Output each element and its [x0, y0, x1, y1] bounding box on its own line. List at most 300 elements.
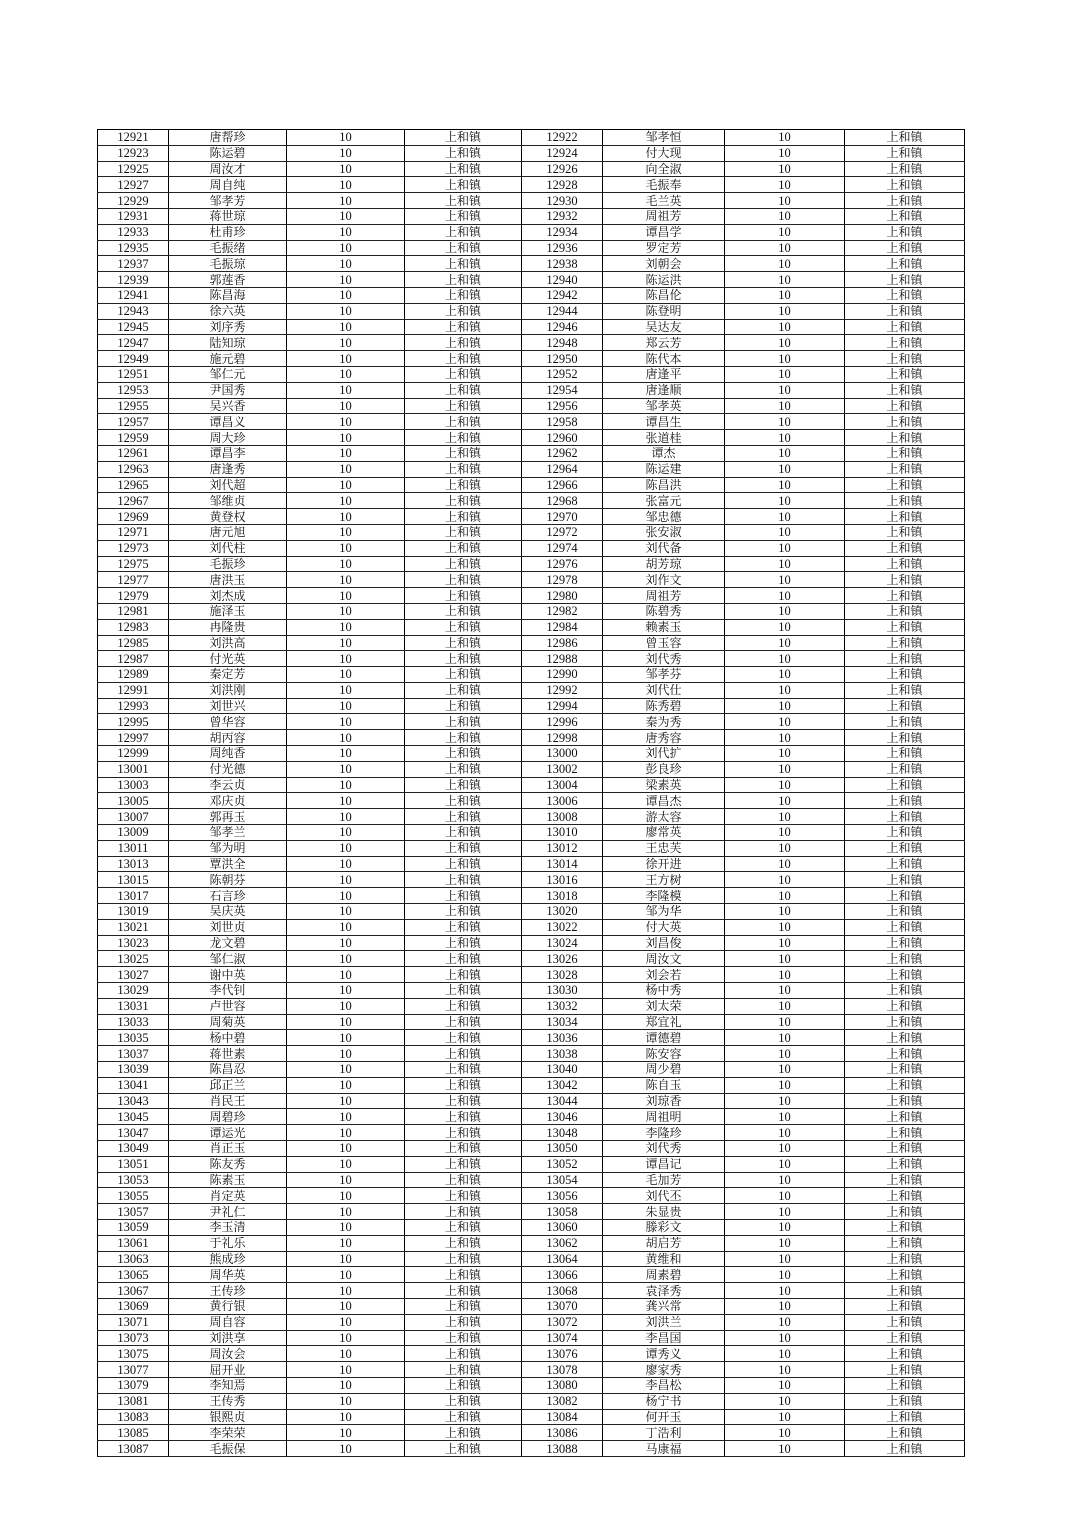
cell-town-right: 上和镇	[845, 1393, 965, 1409]
cell-id-right: 13002	[522, 761, 603, 777]
cell-id-left: 12969	[98, 509, 169, 525]
cell-town-left: 上和镇	[405, 1441, 522, 1457]
cell-name-left: 熊成珍	[169, 1251, 287, 1267]
cell-amount-right: 10	[725, 540, 845, 556]
cell-name-left: 杨中碧	[169, 1030, 287, 1046]
cell-town-left: 上和镇	[405, 1362, 522, 1378]
cell-amount-right: 10	[725, 1251, 845, 1267]
cell-amount-left: 10	[287, 1219, 405, 1235]
cell-town-right: 上和镇	[845, 761, 965, 777]
cell-id-left: 12989	[98, 667, 169, 683]
table-row	[98, 398, 965, 414]
cell-amount-right: 10	[725, 177, 845, 193]
cell-id-right: 13010	[522, 825, 603, 841]
cell-amount-right: 10	[725, 1204, 845, 1220]
cell-town-left: 上和镇	[405, 761, 522, 777]
table-row	[98, 983, 965, 999]
cell-id-left: 13079	[98, 1377, 169, 1393]
cell-town-right: 上和镇	[845, 825, 965, 841]
cell-name-left: 周碧珍	[169, 1109, 287, 1125]
cell-id-left: 12973	[98, 540, 169, 556]
cell-name-right: 谭昌杰	[603, 793, 725, 809]
cell-amount-left: 10	[287, 1346, 405, 1362]
cell-name-right: 廖常英	[603, 825, 725, 841]
cell-town-right: 上和镇	[845, 382, 965, 398]
cell-town-left: 上和镇	[405, 746, 522, 762]
cell-name-left: 陈运碧	[169, 145, 287, 161]
cell-amount-left: 10	[287, 1188, 405, 1204]
cell-amount-right: 10	[725, 967, 845, 983]
table-row	[98, 603, 965, 619]
cell-town-right: 上和镇	[845, 635, 965, 651]
cell-amount-right: 10	[725, 1362, 845, 1378]
cell-name-right: 周少碧	[603, 1062, 725, 1078]
cell-id-left: 13033	[98, 1014, 169, 1030]
cell-name-right: 袁泽秀	[603, 1283, 725, 1299]
cell-name-left: 蒋世素	[169, 1046, 287, 1062]
cell-town-left: 上和镇	[405, 698, 522, 714]
cell-amount-right: 10	[725, 1109, 845, 1125]
cell-town-right: 上和镇	[845, 619, 965, 635]
cell-amount-left: 10	[287, 303, 405, 319]
cell-town-right: 上和镇	[845, 983, 965, 999]
cell-town-right: 上和镇	[845, 1062, 965, 1078]
cell-name-left: 唐洪玉	[169, 572, 287, 588]
cell-id-left: 13057	[98, 1204, 169, 1220]
cell-name-right: 刘代秀	[603, 1141, 725, 1157]
table-row	[98, 287, 965, 303]
cell-id-right: 13022	[522, 919, 603, 935]
cell-amount-right: 10	[725, 919, 845, 935]
table-row	[98, 1377, 965, 1393]
cell-amount-left: 10	[287, 714, 405, 730]
cell-id-right: 13012	[522, 840, 603, 856]
cell-name-left: 李代钊	[169, 983, 287, 999]
cell-town-left: 上和镇	[405, 951, 522, 967]
cell-amount-left: 10	[287, 1014, 405, 1030]
cell-id-right: 12930	[522, 193, 603, 209]
cell-id-right: 13056	[522, 1188, 603, 1204]
cell-town-left: 上和镇	[405, 1046, 522, 1062]
cell-id-right: 12926	[522, 161, 603, 177]
cell-name-left: 龙文碧	[169, 935, 287, 951]
cell-name-left: 施元碧	[169, 351, 287, 367]
table-row	[98, 1204, 965, 1220]
cell-amount-left: 10	[287, 1109, 405, 1125]
cell-amount-left: 10	[287, 461, 405, 477]
cell-amount-right: 10	[725, 1093, 845, 1109]
cell-id-right: 13048	[522, 1125, 603, 1141]
cell-name-left: 周菊英	[169, 1014, 287, 1030]
cell-name-right: 徐开进	[603, 856, 725, 872]
cell-name-left: 蒋世琼	[169, 208, 287, 224]
cell-id-left: 13085	[98, 1425, 169, 1441]
cell-name-left: 毛振保	[169, 1441, 287, 1457]
cell-amount-right: 10	[725, 1425, 845, 1441]
cell-name-right: 唐逢顺	[603, 382, 725, 398]
cell-amount-right: 10	[725, 556, 845, 572]
cell-town-right: 上和镇	[845, 208, 965, 224]
table-row	[98, 1062, 965, 1078]
cell-amount-left: 10	[287, 904, 405, 920]
cell-id-left: 12997	[98, 730, 169, 746]
cell-id-right: 12970	[522, 509, 603, 525]
table-row	[98, 1125, 965, 1141]
cell-name-left: 刘洪享	[169, 1330, 287, 1346]
table-row	[98, 430, 965, 446]
cell-amount-right: 10	[725, 840, 845, 856]
cell-town-left: 上和镇	[405, 777, 522, 793]
cell-id-left: 12987	[98, 651, 169, 667]
table-row	[98, 382, 965, 398]
cell-name-left: 郭莲香	[169, 272, 287, 288]
table-row	[98, 319, 965, 335]
cell-town-right: 上和镇	[845, 1156, 965, 1172]
cell-amount-right: 10	[725, 761, 845, 777]
cell-town-left: 上和镇	[405, 1330, 522, 1346]
cell-name-right: 刘代仕	[603, 682, 725, 698]
cell-id-right: 12924	[522, 145, 603, 161]
cell-amount-right: 10	[725, 1172, 845, 1188]
cell-amount-right: 10	[725, 1267, 845, 1283]
table-row	[98, 1014, 965, 1030]
cell-id-left: 13063	[98, 1251, 169, 1267]
cell-name-right: 李昌国	[603, 1330, 725, 1346]
cell-amount-left: 10	[287, 825, 405, 841]
cell-id-right: 13016	[522, 872, 603, 888]
cell-amount-left: 10	[287, 635, 405, 651]
cell-name-right: 王忠芙	[603, 840, 725, 856]
cell-town-right: 上和镇	[845, 256, 965, 272]
cell-town-left: 上和镇	[405, 287, 522, 303]
cell-id-left: 12923	[98, 145, 169, 161]
cell-id-left: 13029	[98, 983, 169, 999]
cell-name-left: 邓庆贞	[169, 793, 287, 809]
table-row	[98, 793, 965, 809]
cell-town-left: 上和镇	[405, 1377, 522, 1393]
cell-name-right: 何开玉	[603, 1409, 725, 1425]
cell-town-left: 上和镇	[405, 682, 522, 698]
table-row	[98, 524, 965, 540]
cell-town-right: 上和镇	[845, 1141, 965, 1157]
cell-name-right: 陈碧秀	[603, 603, 725, 619]
cell-name-right: 周祖芳	[603, 588, 725, 604]
cell-id-right: 12932	[522, 208, 603, 224]
cell-name-left: 杜甫珍	[169, 224, 287, 240]
cell-name-left: 徐六英	[169, 303, 287, 319]
cell-town-right: 上和镇	[845, 335, 965, 351]
cell-amount-right: 10	[725, 224, 845, 240]
cell-town-right: 上和镇	[845, 919, 965, 935]
cell-town-left: 上和镇	[405, 224, 522, 240]
cell-id-right: 12952	[522, 366, 603, 382]
cell-amount-left: 10	[287, 1393, 405, 1409]
cell-amount-left: 10	[287, 287, 405, 303]
cell-name-right: 胡启芳	[603, 1235, 725, 1251]
cell-town-left: 上和镇	[405, 319, 522, 335]
cell-town-right: 上和镇	[845, 493, 965, 509]
cell-id-right: 13000	[522, 746, 603, 762]
cell-name-right: 黄维和	[603, 1251, 725, 1267]
cell-name-right: 郑宜礼	[603, 1014, 725, 1030]
cell-id-right: 12922	[522, 130, 603, 146]
cell-id-right: 12942	[522, 287, 603, 303]
cell-id-left: 12977	[98, 572, 169, 588]
cell-town-left: 上和镇	[405, 1409, 522, 1425]
cell-id-right: 12988	[522, 651, 603, 667]
cell-id-left: 12981	[98, 603, 169, 619]
cell-name-left: 刘洪高	[169, 635, 287, 651]
cell-id-left: 12993	[98, 698, 169, 714]
cell-id-right: 12982	[522, 603, 603, 619]
cell-id-right: 12956	[522, 398, 603, 414]
cell-town-right: 上和镇	[845, 130, 965, 146]
cell-amount-left: 10	[287, 1204, 405, 1220]
cell-town-left: 上和镇	[405, 872, 522, 888]
table-row	[98, 1188, 965, 1204]
cell-town-right: 上和镇	[845, 477, 965, 493]
cell-amount-left: 10	[287, 1425, 405, 1441]
table-row	[98, 809, 965, 825]
cell-town-right: 上和镇	[845, 1283, 965, 1299]
table-row	[98, 445, 965, 461]
cell-id-right: 13032	[522, 998, 603, 1014]
cell-id-left: 12925	[98, 161, 169, 177]
cell-amount-right: 10	[725, 714, 845, 730]
cell-name-left: 付光英	[169, 651, 287, 667]
cell-town-left: 上和镇	[405, 161, 522, 177]
cell-town-left: 上和镇	[405, 1062, 522, 1078]
cell-id-left: 13027	[98, 967, 169, 983]
table-row	[98, 461, 965, 477]
cell-amount-left: 10	[287, 240, 405, 256]
cell-amount-right: 10	[725, 619, 845, 635]
cell-town-right: 上和镇	[845, 1377, 965, 1393]
cell-id-left: 13065	[98, 1267, 169, 1283]
cell-town-left: 上和镇	[405, 1125, 522, 1141]
cell-amount-right: 10	[725, 1235, 845, 1251]
cell-amount-left: 10	[287, 1283, 405, 1299]
cell-id-right: 13062	[522, 1235, 603, 1251]
cell-id-left: 13077	[98, 1362, 169, 1378]
cell-name-left: 周汝会	[169, 1346, 287, 1362]
cell-amount-right: 10	[725, 983, 845, 999]
cell-id-left: 13051	[98, 1156, 169, 1172]
cell-id-left: 13055	[98, 1188, 169, 1204]
cell-amount-right: 10	[725, 825, 845, 841]
cell-name-left: 黄登权	[169, 509, 287, 525]
table-row	[98, 967, 965, 983]
table-row	[98, 935, 965, 951]
cell-id-right: 13042	[522, 1077, 603, 1093]
cell-amount-left: 10	[287, 272, 405, 288]
cell-id-right: 12950	[522, 351, 603, 367]
cell-amount-right: 10	[725, 1062, 845, 1078]
cell-id-right: 13046	[522, 1109, 603, 1125]
cell-amount-left: 10	[287, 1409, 405, 1425]
cell-amount-left: 10	[287, 1377, 405, 1393]
cell-amount-left: 10	[287, 919, 405, 935]
cell-town-right: 上和镇	[845, 1125, 965, 1141]
cell-name-left: 毛振琼	[169, 256, 287, 272]
cell-amount-right: 10	[725, 193, 845, 209]
table-row	[98, 856, 965, 872]
table-row	[98, 1030, 965, 1046]
cell-name-left: 谭昌义	[169, 414, 287, 430]
cell-id-right: 13054	[522, 1172, 603, 1188]
cell-amount-left: 10	[287, 572, 405, 588]
table-row	[98, 651, 965, 667]
cell-name-left: 王传珍	[169, 1283, 287, 1299]
cell-name-right: 王方树	[603, 872, 725, 888]
cell-name-left: 周华英	[169, 1267, 287, 1283]
cell-town-right: 上和镇	[845, 1425, 965, 1441]
cell-town-right: 上和镇	[845, 998, 965, 1014]
cell-name-left: 李荣荣	[169, 1425, 287, 1441]
cell-name-right: 滕彩文	[603, 1219, 725, 1235]
table-row	[98, 1393, 965, 1409]
cell-name-left: 冉隆贵	[169, 619, 287, 635]
table-row	[98, 682, 965, 698]
cell-name-right: 龚兴常	[603, 1298, 725, 1314]
cell-amount-right: 10	[725, 1125, 845, 1141]
cell-id-right: 13014	[522, 856, 603, 872]
cell-name-right: 游太容	[603, 809, 725, 825]
table-row	[98, 556, 965, 572]
cell-id-right: 12980	[522, 588, 603, 604]
cell-name-right: 邹孝恒	[603, 130, 725, 146]
cell-amount-right: 10	[725, 856, 845, 872]
cell-town-right: 上和镇	[845, 240, 965, 256]
cell-town-right: 上和镇	[845, 224, 965, 240]
cell-id-left: 13017	[98, 888, 169, 904]
cell-amount-right: 10	[725, 1283, 845, 1299]
cell-amount-left: 10	[287, 208, 405, 224]
cell-name-right: 向全淑	[603, 161, 725, 177]
cell-town-left: 上和镇	[405, 793, 522, 809]
cell-id-left: 12995	[98, 714, 169, 730]
cell-town-left: 上和镇	[405, 1030, 522, 1046]
cell-id-right: 12948	[522, 335, 603, 351]
cell-town-left: 上和镇	[405, 272, 522, 288]
cell-amount-left: 10	[287, 651, 405, 667]
table-row	[98, 145, 965, 161]
cell-name-right: 刘代备	[603, 540, 725, 556]
cell-town-left: 上和镇	[405, 667, 522, 683]
cell-id-left: 12945	[98, 319, 169, 335]
cell-amount-right: 10	[725, 1393, 845, 1409]
cell-town-left: 上和镇	[405, 619, 522, 635]
cell-amount-left: 10	[287, 667, 405, 683]
cell-id-left: 13031	[98, 998, 169, 1014]
cell-town-left: 上和镇	[405, 1077, 522, 1093]
cell-name-left: 屈开业	[169, 1362, 287, 1378]
cell-id-left: 13087	[98, 1441, 169, 1457]
cell-amount-left: 10	[287, 445, 405, 461]
cell-id-right: 13036	[522, 1030, 603, 1046]
cell-name-left: 于礼乐	[169, 1235, 287, 1251]
cell-id-right: 12992	[522, 682, 603, 698]
table-row	[98, 272, 965, 288]
cell-name-left: 陈素玉	[169, 1172, 287, 1188]
cell-amount-left: 10	[287, 477, 405, 493]
table-row	[98, 540, 965, 556]
cell-amount-right: 10	[725, 635, 845, 651]
cell-name-left: 陈朝芬	[169, 872, 287, 888]
cell-amount-left: 10	[287, 998, 405, 1014]
cell-id-right: 13084	[522, 1409, 603, 1425]
cell-amount-right: 10	[725, 935, 845, 951]
table-row	[98, 777, 965, 793]
cell-name-right: 邹为华	[603, 904, 725, 920]
cell-town-left: 上和镇	[405, 1251, 522, 1267]
cell-name-right: 付大英	[603, 919, 725, 935]
cell-town-right: 上和镇	[845, 1219, 965, 1235]
cell-amount-right: 10	[725, 1156, 845, 1172]
cell-town-right: 上和镇	[845, 1046, 965, 1062]
cell-town-left: 上和镇	[405, 572, 522, 588]
cell-name-left: 肖正玉	[169, 1141, 287, 1157]
cell-town-left: 上和镇	[405, 1141, 522, 1157]
cell-amount-left: 10	[287, 809, 405, 825]
cell-town-left: 上和镇	[405, 177, 522, 193]
cell-town-left: 上和镇	[405, 493, 522, 509]
cell-amount-left: 10	[287, 130, 405, 146]
cell-id-right: 13082	[522, 1393, 603, 1409]
table-row	[98, 951, 965, 967]
table-row	[98, 904, 965, 920]
cell-town-right: 上和镇	[845, 193, 965, 209]
cell-amount-left: 10	[287, 935, 405, 951]
cell-amount-left: 10	[287, 856, 405, 872]
cell-amount-left: 10	[287, 556, 405, 572]
cell-id-right: 12996	[522, 714, 603, 730]
cell-town-right: 上和镇	[845, 572, 965, 588]
cell-amount-right: 10	[725, 588, 845, 604]
cell-town-right: 上和镇	[845, 777, 965, 793]
cell-id-left: 13071	[98, 1314, 169, 1330]
cell-id-left: 12975	[98, 556, 169, 572]
cell-town-left: 上和镇	[405, 556, 522, 572]
cell-town-right: 上和镇	[845, 540, 965, 556]
cell-id-right: 12998	[522, 730, 603, 746]
cell-name-right: 刘代扩	[603, 746, 725, 762]
cell-amount-left: 10	[287, 161, 405, 177]
cell-town-left: 上和镇	[405, 1188, 522, 1204]
cell-name-left: 邹为明	[169, 840, 287, 856]
cell-amount-right: 10	[725, 335, 845, 351]
cell-amount-left: 10	[287, 619, 405, 635]
cell-amount-left: 10	[287, 761, 405, 777]
cell-amount-right: 10	[725, 287, 845, 303]
cell-town-left: 上和镇	[405, 1093, 522, 1109]
cell-amount-right: 10	[725, 1441, 845, 1457]
cell-town-left: 上和镇	[405, 1014, 522, 1030]
table-row	[98, 825, 965, 841]
cell-town-right: 上和镇	[845, 872, 965, 888]
cell-amount-right: 10	[725, 1346, 845, 1362]
cell-amount-left: 10	[287, 698, 405, 714]
cell-name-left: 卢世容	[169, 998, 287, 1014]
cell-name-right: 刘代丕	[603, 1188, 725, 1204]
cell-amount-left: 10	[287, 1125, 405, 1141]
cell-name-right: 毛加芳	[603, 1172, 725, 1188]
cell-town-left: 上和镇	[405, 1109, 522, 1125]
table-row	[98, 477, 965, 493]
cell-id-left: 13021	[98, 919, 169, 935]
cell-id-left: 13061	[98, 1235, 169, 1251]
cell-town-right: 上和镇	[845, 1251, 965, 1267]
